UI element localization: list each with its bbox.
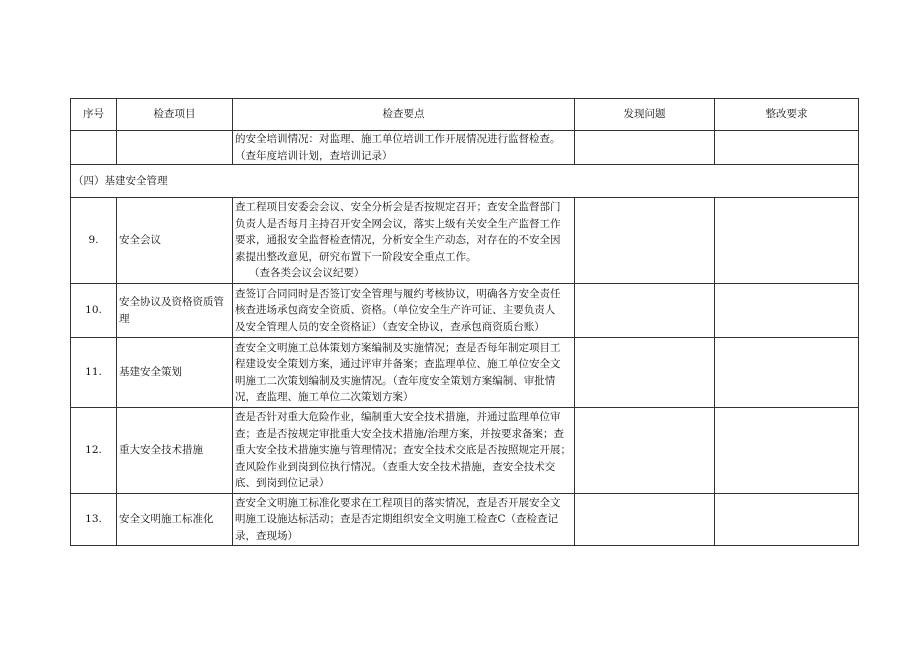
table-row <box>71 284 859 338</box>
cell-check-points <box>233 494 575 546</box>
check-item: 安全文明施工标准化 <box>117 494 233 546</box>
text-line: 明施工二次策划编制及实施情况。（查年度安全策划方案编制、审批情 <box>235 374 556 387</box>
text-line: 核查进场承包商安全资质、资格。（单位安全生产许可证、主要负责人 <box>235 304 556 317</box>
cell-issues <box>575 198 715 284</box>
check-item: 安全协议及资格资质管理 <box>117 284 233 338</box>
cell-rectification <box>715 198 859 284</box>
row-number: 9. <box>71 198 117 284</box>
text-line: 况，查监理、施工单位二次策划方案） <box>235 390 414 403</box>
text-line: 明施工设施达标活动；查是否定期组织安全文明施工检查C（查检查记 <box>235 513 559 526</box>
cell-check-points <box>233 198 575 284</box>
cell-check-points <box>233 284 575 338</box>
cell-issues <box>575 284 715 338</box>
row-number: 10. <box>71 284 117 338</box>
cell-rectification <box>715 284 859 338</box>
section-row <box>71 165 859 198</box>
row-number: 12. <box>71 408 117 494</box>
inspection-table <box>70 98 859 546</box>
table-row <box>71 408 859 494</box>
text-line: 负责人是否每月主持召开安全网会议，落实上级有关安全生产监督工作 <box>235 217 561 230</box>
section-title: （四）基建安全管理 <box>71 165 859 198</box>
header-seq: 序号 <box>71 99 117 131</box>
table-row <box>71 494 859 546</box>
text-line: 查安全文明施工标准化要求在工程项目的落实情况，查是否开展安全文 <box>235 496 561 509</box>
cell-empty <box>71 131 117 165</box>
cell-issues <box>575 494 715 546</box>
text-line: （查年度培训计划，查培训记录） <box>235 149 393 162</box>
row-number: 13. <box>71 494 117 546</box>
text-line: 重大安全技术措施实施与管理情况；查安全技术交底是否按照规定开展； <box>235 444 571 457</box>
cell-empty <box>117 131 233 165</box>
cell-rectification <box>715 338 859 408</box>
cell-issues <box>575 338 715 408</box>
text-line: 查是否针对重大危险作业，编制重大安全技术措施，并通过监理单位审 <box>235 411 561 424</box>
text-line: 查安全文明施工总体策划方案编制及实施情况；查是否每年制定项目工 <box>235 341 561 354</box>
row-number: 11. <box>71 338 117 408</box>
continued-row <box>71 131 859 165</box>
header-check-item: 检查项目 <box>117 99 233 131</box>
table-row <box>71 198 859 284</box>
cell-rectification <box>715 494 859 546</box>
cell-check-points <box>233 131 575 165</box>
cell-rectification <box>715 131 859 165</box>
cell-check-points <box>233 408 575 494</box>
text-line: （查各类会议会议纪要） <box>249 267 365 280</box>
cell-rectification <box>715 408 859 494</box>
header-rectification: 整改要求 <box>715 99 859 131</box>
text-line: 查工程项目安委会会议、安全分析会是否按规定召开；查安全监督部门 <box>235 201 561 214</box>
text-line: 查签订合同同时是否签订安全管理与履约考核协议，明确各方安全责任 <box>235 287 561 300</box>
text-line: 及安全管理人员的安全资格证）（查安全协议，查承包商资质台账） <box>235 320 545 333</box>
header-check-points: 检查要点 <box>233 99 575 131</box>
text-line: 查风险作业到岗到位执行情况。（查重大安全技术措施，查安全技术交 <box>235 460 556 473</box>
check-item: 重大安全技术措施 <box>117 408 233 494</box>
text-line: 查；查是否按规定审批重大安全技术措施/治理方案，并按要求备案；查 <box>235 427 565 440</box>
text-line: 程建设安全策划方案，通过评审并备案；查监理单位、施工单位安全文 <box>235 358 561 371</box>
text-line: 录，查现场） <box>235 529 298 542</box>
text-line: 要求，通报安全监督检查情况，分析安全生产动态，对存在的不安全因 <box>235 234 561 247</box>
cell-issues <box>575 408 715 494</box>
table-row <box>71 338 859 408</box>
cell-check-points <box>233 338 575 408</box>
header-issues-found: 发现问题 <box>575 99 715 131</box>
check-item: 安全会议 <box>117 198 233 284</box>
text-line: 素提出整改意见，研究布置下一阶段安全重点工作。 <box>235 250 477 263</box>
header-row <box>71 99 859 131</box>
text-line: 底、到岗到位记录） <box>235 477 330 490</box>
cell-issues <box>575 131 715 165</box>
check-item: 基建安全策划 <box>117 338 233 408</box>
text-line: 的安全培训情况：对监理、施工单位培训工作开展情况进行监督检查。 <box>235 133 561 146</box>
